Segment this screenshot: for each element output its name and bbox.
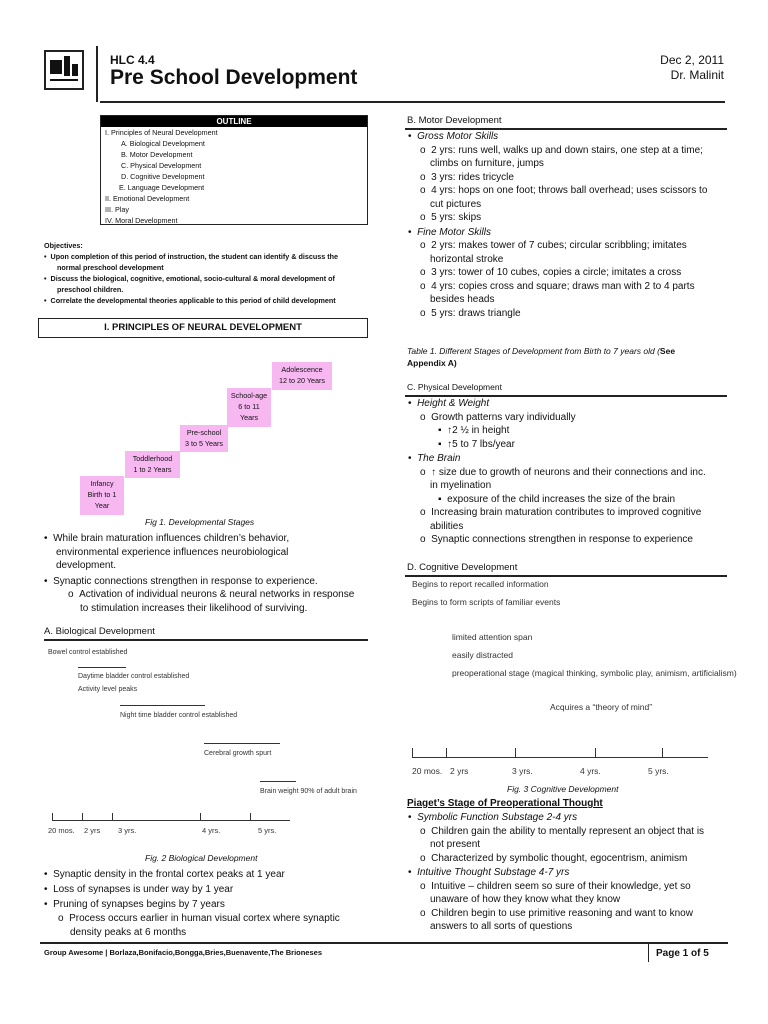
stage-age: 12 to 20 Years [279,376,325,385]
axis-tick [515,748,516,758]
outline-item: C. Physical Development [121,161,202,170]
stage-name: School-age [230,391,268,400]
outline-item: I. Principles of Neural Development [105,128,218,137]
bullet-text: Pruning of synapses begins by 7 years [53,899,225,910]
axis-tick [662,748,663,758]
stage-age: 1 to 2 Years [133,465,172,474]
outline-item: III. Play [105,205,129,214]
subheading-gross-motor: Gross Motor Skills [417,131,499,142]
bio-label-weight: Brain weight 90% of adult brain [260,788,357,795]
list-item: 5 yrs: draws triangle [431,307,521,319]
cog-timeline-axis [412,757,708,758]
school-logo [44,50,84,90]
header-rule [100,101,725,103]
bio-label-night: Night time bladder control established [120,712,238,719]
section-heading-cognitive: D. Cognitive Development [407,562,518,573]
tick-label: 5 yrs. [648,766,669,776]
bullet-text: While brain maturation influences children’s behavior, [53,533,290,544]
bullet-text: Activation of individual neurons & neural networks in response [79,589,355,600]
section-heading-physical: C. Physical Development [407,382,502,392]
list-item: 4 yrs: hops on one foot; throws ball overhead; uses scissors to [431,185,708,196]
bio-label-activity: Activity level peaks [78,686,138,693]
list-item: unaware of how they know what they know [430,894,621,905]
subheading-intuitive: Intuitive Thought Substage 4-7 yrs [417,867,570,878]
footer-rule [40,942,728,944]
cog-label: easily distracted [452,650,513,660]
bullet-text: development. [56,560,117,571]
objective-item: Discuss the biological, cognitive, emotional, socio-cultural & moral development of [50,274,335,283]
list-item: Increasing brain maturation contributes to improved cognitive [431,507,702,518]
cog-label: Begins to form scripts of familiar events [412,597,561,607]
section-heading-motor: B. Motor Development [407,115,502,126]
course-code: HLC 4.4 [110,53,155,67]
list-item: in myelination [430,480,492,491]
list-item: Children gain the ability to mentally represent an object that is [431,825,705,837]
outline-item: D. Cognitive Development [121,172,205,181]
axis-tick [412,748,413,758]
lecturer-name: Dr. Malinit [670,68,724,82]
tick-label: 3 yrs. [512,766,533,776]
list-item: Characterized by symbolic thought, egocentrism, animism [431,852,688,864]
outline-heading: OUTLINE [101,116,367,127]
list-item: Children begin to use primitive reasoning and want to know [431,907,693,919]
stage-age-unit: Years [239,413,259,422]
objective-item: preschool children. [57,285,124,294]
list-item: 5 yrs: skips [431,212,482,223]
tick-label: 2 yrs [450,766,469,776]
footer-group: Group Awesome | Borlaza,Bonifacio,Bongga,Bries,Buenavente,The Brioneses [44,948,322,957]
tick-label: 4 yrs. [202,826,221,835]
stage-age: 3 to 5 Years [185,439,223,448]
bio-label-bowel: Bowel control established [48,649,128,656]
bio-timeline-axis [52,820,290,821]
outline-item: II. Emotional Development [105,194,190,203]
bullet-text: Process occurs earlier in human visual cortex where synaptic [69,913,340,924]
objective-item: Upon completion of this period of instruction, the student can identify & discuss the [50,252,339,261]
axis-tick [250,813,251,821]
stage-name: Infancy [90,479,114,488]
list-item: 3 yrs: tower of 10 cubes, copies a circle; imitates a cross [431,267,682,278]
bio-bar [260,781,296,782]
list-item: ↑2 ½ in height [447,425,510,436]
list-item: besides heads [430,294,495,305]
objective-item: normal preschool development [57,263,164,272]
axis-tick [82,813,83,821]
list-item: ↑5 to 7 lbs/year [447,438,515,450]
stage-school-age [227,388,271,427]
axis-tick [200,813,201,821]
list-item: Intuitive – children seem so sure of their knowledge, yet so [431,880,691,892]
bio-bar [78,667,126,668]
bio-label-cerebral: Cerebral growth spurt [204,750,272,757]
stage-age: Birth to 1 [87,490,117,499]
outline-item: E. Language Development [119,183,205,192]
objective-item: Correlate the developmental theories applicable to this period of child development [50,296,336,305]
table-note-ref: Appendix A) [407,358,457,368]
bio-bar [204,743,280,744]
objectives-list: • Upon completion of this period of instruction, the student can identify & discuss the normal preschool development • Discuss the biological, cognitive, emotional, socio-cultural & moral development of preschool children. • Correlate the developmental theories applicable to this period of child development [44,251,364,306]
bullet-text: environmental experience influences neurobiological [56,546,289,558]
fig2-caption: Fig. 2 Biological Development [145,853,258,863]
axis-tick [112,813,113,821]
bio-bar [120,705,205,706]
cog-label: Acquires a “theory of mind” [550,702,653,712]
motor-list: • Gross Motor Skills o 2 yrs: runs well, walks up and down stairs, one step at a time; climbs on furniture, jumps o 3 yrs: rides tricycle o 4 yrs: hops on one foot; throws ball overhead; uses scissors to cut pictures o 5 yrs: skips • Fine Motor Skills o 2 yrs: makes tower of 7 cubes; circular scribbling; imitates horizontal stroke o 3 yrs: tower of 10 cubes, copies a circle; imitates a cross o 4 yrs: copies cross and square; draws man with 2 to 4 parts besides heads o 5 yrs: draws triangle [408,130,728,320]
section-heading-neural: I. PRINCIPLES OF NEURAL DEVELOPMENT [38,318,368,338]
piaget-list: • Symbolic Function Substage 2-4 yrs o Children gain the ability to mentally represent an object that is not present o Characterized by symbolic thought, egocentrism, animism • Intuitive Thought Substage 4-7 yrs o Intuitive – children seem so sure of their knowledge, yet so unaware of how they know what they know o Children begin to use primitive reasoning and want to know answers to all sorts of questions [408,811,728,934]
fig3-caption: Fig. 3 Cognitive Development [507,784,619,794]
header-divider [96,46,98,102]
section-rule [405,575,727,577]
stage-name: Adolescence [281,365,323,374]
outline-item: IV. Moral Development [105,216,178,225]
list-item: exposure of the child increases the size of the brain [447,493,676,505]
axis-tick [52,813,53,821]
stage-pre-school [180,425,228,452]
list-item: 3 yrs: rides tricycle [431,171,514,183]
list-item: not present [430,839,481,850]
page-title: Pre School Development [110,66,358,89]
axis-tick [595,748,596,758]
subheading-height-weight: Height & Weight [417,398,490,409]
neural-bullets: • While brain maturation influences children’s behavior, environmental experience influences neurobiological development. • Synaptic connections strengthen in response to experience. o Activation of individual neurons & neural networks in response to stimulation increases their likelihood of surviving. [44,532,364,615]
outline-box [100,115,368,225]
bullet-text: Synaptic connections strengthen in response to experience. [53,575,318,587]
footer-divider [648,944,649,962]
physical-list: • Height & Weight o Growth patterns vary individually ▪ ↑2 ½ in height ▪ ↑5 to 7 lbs/year • The Brain o ↑ size due to growth of neurons and their connections and inc. in myelination ▪ exposure of the child increases the size of the brain o Increasing brain maturation contributes to improved cognitive abilities o Synaptic connections strengthen in response to experience [408,397,728,547]
cog-label: limited attention span [452,632,533,642]
bullet-text: to stimulation increases their likelihood of surviving. [80,602,308,614]
stage-name: Toddlerhood [132,454,173,463]
stage-adolescence [272,362,332,390]
outline-item: B. Motor Development [121,150,193,159]
bullet-text: Loss of synapses is under way by 1 year [53,884,234,895]
list-item: 2 yrs: runs well, walks up and down stairs, one step at a time; [431,144,703,156]
table-note-ref: See [659,346,676,356]
list-item: horizontal stroke [430,253,504,265]
fig1-caption: Fig 1. Developmental Stages [145,517,255,527]
list-item: Synaptic connections strengthen in response to experience [431,534,693,545]
list-item: cut pictures [430,198,482,210]
cog-label: preoperational stage (magical thinking, symbolic play, animism, artificialism) [452,668,737,678]
stage-age-unit: Year [94,501,110,510]
bullet-text: density peaks at 6 months [70,927,187,938]
objectives-label: Objectives: [44,241,83,250]
list-item: answers to all sorts of questions [430,921,573,932]
table-note-text: Table 1. Different Stages of Development from Birth to 7 years old ( [407,346,660,356]
list-item: ↑ size due to growth of neurons and their connections and inc. [431,466,706,478]
tick-label: 20 mos. [48,826,75,835]
list-item: abilities [430,520,464,532]
axis-tick [446,748,447,758]
tick-label: 2 yrs [84,826,101,835]
piaget-heading: Piaget’s Stage of Preoperational Thought [407,798,603,809]
section-heading-biological: A. Biological Development [44,626,155,637]
tick-label: 20 mos. [412,766,443,776]
tick-label: 4 yrs. [580,766,601,776]
bio-label-daytime: Daytime bladder control established [78,673,190,680]
cog-label: Begins to report recalled information [412,579,549,589]
bullet-text: Synaptic density in the frontal cortex peaks at 1 year [53,869,285,880]
stage-name: Pre-school [186,428,222,437]
subheading-symbolic: Symbolic Function Substage 2-4 yrs [417,812,578,823]
tick-label: 3 yrs. [118,826,137,835]
subheading-brain: The Brain [417,453,461,464]
stage-toddlerhood [125,451,180,478]
table-note [407,345,675,369]
list-item: Growth patterns vary individually [431,411,576,423]
lecture-date: Dec 2, 2011 [660,53,724,67]
page-number: Page 1 of 5 [656,948,709,959]
biological-bullets: • Synaptic density in the frontal cortex peaks at 1 year • Loss of synapses is under way by 1 year • Pruning of synapses begins by 7 years o Process occurs earlier in human visual cortex where synaptic density peaks at 6 months [44,868,368,940]
stage-infancy [80,476,124,515]
list-item: 2 yrs: makes tower of 7 cubes; circular scribbling; imitates [431,240,687,251]
section-rule [44,639,368,641]
list-item: climbs on furniture, jumps [430,158,544,169]
outline-item: A. Biological Development [121,139,205,148]
subheading-fine-motor: Fine Motor Skills [417,226,491,238]
tick-label: 5 yrs. [258,826,277,835]
stage-age: 6 to 11 [238,402,260,411]
list-item: 4 yrs: copies cross and square; draws man with 2 to 4 parts [431,280,695,292]
